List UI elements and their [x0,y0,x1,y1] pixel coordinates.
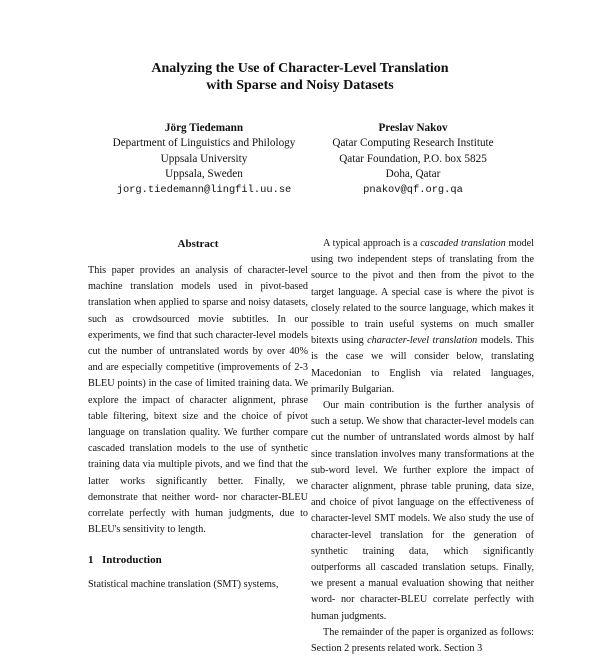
author-email: pnakov@qf.org.qa [363,183,463,196]
section-heading [88,552,308,568]
section-number: 1 [88,554,94,567]
intro-paragraph-1 [311,236,534,398]
author-affiliation: Doha, Qatar [385,168,441,181]
author-affiliation: Department of Linguistics and Philology [112,137,296,150]
author-name: Jörg Tiedemann [164,122,244,134]
author-block-1 [94,121,314,198]
author-affiliation: Uppsala, Sweden [165,168,243,181]
abstract-heading: Abstract [177,238,219,250]
author-affiliation: Qatar Computing Research Institute [332,137,494,150]
author-affiliation: Uppsala University [160,152,248,165]
emphasis-text: character-level translation [367,335,478,347]
author-email: jorg.tiedemann@lingfil.uu.se [116,183,292,196]
paper-title-line-1: Analyzing the Use of Character-Level Translation [151,61,449,76]
text-run: models. This is the case we will consider below, translating Macedonian to English via related languages, primarily Bulgarian. [311,335,535,395]
section-title: Introduction [102,554,162,567]
right-column [311,236,534,657]
text-run: model using two independent steps of translating from the source to the pivot and then from the pivot to the target language. A special case is where the pivot is closely related to the source language, which makes it possible to train useful systems on much smaller bitexts using [311,238,535,347]
left-column [88,236,308,593]
emphasis-text: cascaded translation [420,238,506,249]
author-affiliation: Qatar Foundation, P.O. box 5825 [339,152,487,165]
abstract-text: This paper provides an analysis of character-level machine translation models used in pivot-based translation when applied to sparse and noisy datasets, such as crowdsourced movie subtitles. In our experiments, we find that such character-level models cut the number of untranslated words by over 40% and are especially competitive (improvements of 2-3 BLEU points) in the case of limited training data. We explore the impact of character alignment, phrase table filtering, bitext size and the choice of pivot language on translation quality. We further compare cascaded translation models to the use of synthetic training data via multiple pivots, and we find that the latter works significantly better. Finally, we demonstrate that neither word- nor character-BLEU correlate perfectly with human judgments, due to BLEU's sensitivity to length. [88,265,308,536]
text-run: A typical approach is a [323,238,421,249]
paper-title-line-2: with Sparse and Noisy Datasets [206,78,394,93]
intro-first-line: Statistical machine translation (SMT) systems, [88,578,279,590]
intro-paragraph-3: The remainder of the paper is organized as follows: Section 2 presents related work. Section 3 [311,626,534,655]
intro-paragraph-2: Our main contribution is the further analysis of such a setup. We show that character-level models can cut the number of untranslated words almost by half since translation involves many transformations at the sub-word level. We further explore the impact of character alignment, phrase table pruning, data size, and choice of pivot language on the effectiveness of character-level SMT models. We also study the use of character-level translation for the generation of synthetic training data, which significantly outperforms all cascaded translation setups. Finally, we present a manual evaluation showing that neither word- nor character-BLEU correlate perfectly with human judgments. [311,400,534,622]
author-block-2 [306,121,520,198]
author-name: Preslav Nakov [378,122,448,134]
